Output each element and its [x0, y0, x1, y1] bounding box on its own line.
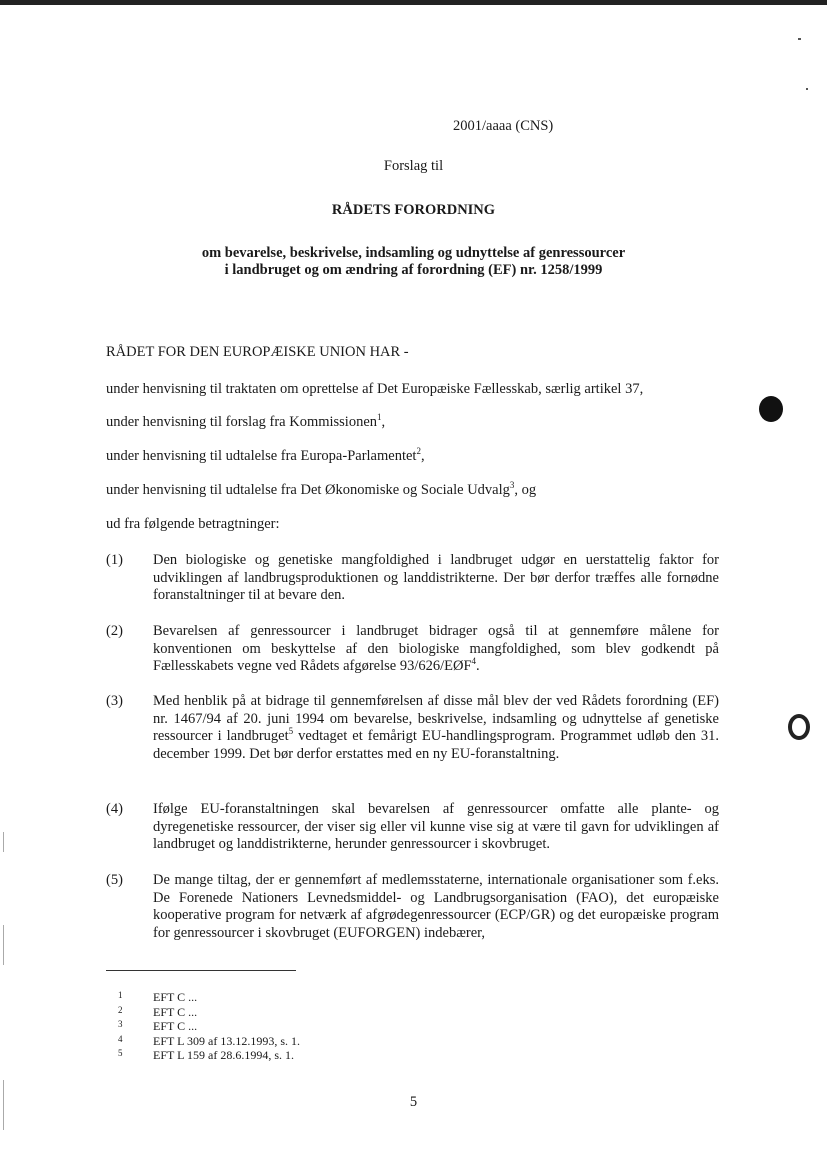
recital-text: De mange tiltag, der er gennemført af medlemsstaterne, internationale organisationer som f.eks. De Forenede Nationers Levnedsmiddel- og Landbrugsorganisation (FAO), det europæiske kooperative program for netværk af afgrødegenressourcer (ECP/GR) og det europæiske program for genressourcer i skovbruget (EUFORGEN) indebærer,	[153, 872, 719, 941]
scan-edge-mark	[3, 925, 4, 965]
footnote-number: 5	[118, 1048, 123, 1058]
footnote-text: EFT L 159 af 28.6.1994, s. 1.	[153, 1048, 294, 1062]
punch-hole-top	[759, 396, 783, 422]
punch-hole-bottom	[788, 714, 810, 740]
footnote-separator	[106, 970, 296, 971]
recital-number: (2)	[106, 623, 123, 639]
page-title: RÅDETS FORORDNING	[331, 202, 496, 218]
recital-number: (4)	[106, 801, 123, 817]
citation-ecosoc: under henvisning til udtalelse fra Det Økonomiske og Sociale Udvalg$^3$, og	[106, 480, 537, 498]
subtitle-line-2: i landbruget og om ændring af forordning (EF) nr. 1258/1999	[224, 262, 603, 278]
footnote-number: 2	[118, 1005, 123, 1015]
scan-edge-top	[0, 0, 827, 5]
footnote-ref: 1	[377, 412, 382, 423]
footnote-number: 3	[118, 1019, 123, 1029]
citation-treaty: under henvisning til traktaten om oprettelse af Det Europæiske Fællesskab, særlig artikel 37,	[106, 381, 644, 397]
scan-edge-mark	[3, 832, 4, 852]
recital-text: Den biologiske og genetiske mangfoldighed i landbruget udgør en uerstattelig faktor for udviklingen af landbrugsproduktionen og landdistrikterne. Der bør derfor træffes alle fornødne foranstaltninger til at bevare den.	[153, 552, 719, 603]
footnote-ref: 5	[288, 726, 294, 737]
citation-considerations: ud fra følgende betragtninger:	[106, 516, 280, 532]
footnote-text: EFT C ...	[153, 990, 198, 1004]
recital-text: Med henblik på at bidrage til gennemførelsen af disse mål blev der ved Rådets forordning (EF) nr. 1467/94 af 20. juni 1994 om bevarelse, beskrivelse, indsamling og udnyttelse af genetiske ressourcer i landbruget$^5$ vedtaget et femårigt EU-handlingsprogram. Programmet udløb den 31. december 1999. Det bør derfor erstattes med en ny EU-foranstaltning.	[153, 693, 719, 762]
preamble-heading: RÅDET FOR DEN EUROPÆISKE UNION HAR -	[106, 344, 409, 360]
citation-parliament: under henvisning til udtalelse fra Europa-Parlamentet$^2$,	[106, 446, 425, 464]
footnote-ref: 4	[471, 656, 477, 667]
scan-speck	[798, 38, 801, 40]
footnote-text: EFT C ...	[153, 1019, 198, 1033]
footnote-ref: 2	[416, 446, 421, 457]
scan-speck	[806, 88, 808, 90]
document-reference: 2001/aaaa (CNS)	[453, 118, 554, 134]
footnote-text: EFT L 309 af 13.12.1993, s. 1.	[153, 1034, 300, 1048]
subtitle-line-1: om bevarelse, beskrivelse, indsamling og udnyttelse af genressourcer	[201, 245, 626, 261]
recital-number: (5)	[106, 872, 123, 888]
recital-number: (1)	[106, 552, 123, 568]
footnote-ref: 3	[509, 480, 515, 491]
recital-text: Bevarelsen af genressourcer i landbruget bidrager også til at gennemføre målene for konventionen om beskyttelse af den biologiske mangfoldighed, som blev godkendt på Fællesskabets vegne ved Rådets afgørelse 93/626/EØF$^4$.	[153, 623, 719, 674]
citation-commission: under henvisning til forslag fra Kommissionen$^1$,	[106, 412, 386, 430]
footnote-number: 1	[118, 990, 123, 1000]
footnote-number: 4	[118, 1034, 123, 1044]
recital-number: (3)	[106, 693, 123, 709]
proposal-kicker: Forslag til	[383, 158, 444, 174]
footnote-text: EFT C ...	[153, 1005, 198, 1019]
page-number: 5	[409, 1094, 418, 1110]
recital-text: Ifølge EU-foranstaltningen skal bevarelsen af genressourcer omfatte alle plante- og dyregenetiske ressourcer, der viser sig eller vil kunne vise sig at være til gavn for udviklingen af landbruget og landdistrikterne, herunder genressourcer i skovbruget.	[153, 801, 719, 852]
